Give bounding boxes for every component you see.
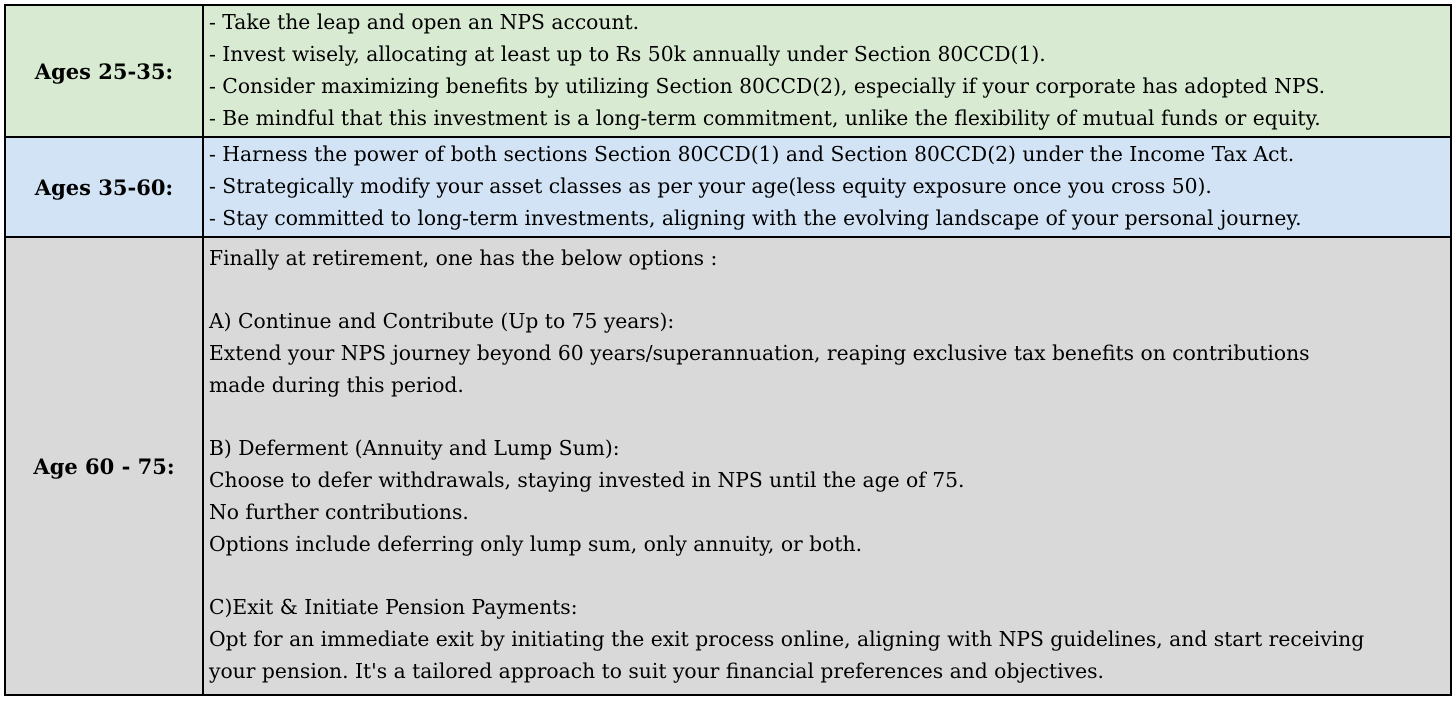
- bullet-line: - Consider maximizing benefits by utilizing Section 80CCD(2), especially if your corporate has adopted NPS.: [209, 74, 1326, 98]
- spacer: [209, 401, 1450, 432]
- option-c-line: Opt for an immediate exit by initiating the exit process online, aligning with NPS guidelines, and start receiving: [209, 627, 1365, 651]
- bullet-line: - Take the leap and open an NPS account.: [209, 10, 640, 34]
- option-b-line: Options include deferring only lump sum, only annuity, or both.: [209, 532, 863, 556]
- spacer: [209, 274, 1450, 305]
- row-ages-35-60: [5, 137, 1451, 237]
- nps-age-guidance-table: [4, 4, 1452, 696]
- option-c-line: your pension. It's a tailored approach to suit your financial preferences and objectives.: [209, 659, 1104, 683]
- row-age-60-75: [5, 237, 1451, 695]
- option-b-line: No further contributions.: [209, 500, 469, 524]
- retirement-intro: Finally at retirement, one has the below options :: [209, 246, 718, 270]
- option-a-heading: A) Continue and Contribute (Up to 75 years):: [209, 309, 675, 333]
- option-b-line: Choose to defer withdrawals, staying invested in NPS until the age of 75.: [209, 468, 965, 492]
- bullet-line: - Harness the power of both sections Section 80CCD(1) and Section 80CCD(2) under the Income Tax Act.: [209, 142, 1295, 166]
- bullet-line: - Invest wisely, allocating at least up to Rs 50k annually under Section 80CCD(1).: [209, 42, 1046, 66]
- content-ages-35-60: [203, 137, 1451, 237]
- age-label-25-35: Ages 25-35:: [5, 5, 203, 137]
- content-age-60-75: [203, 237, 1451, 695]
- age-label-35-60: Ages 35-60:: [5, 137, 203, 237]
- option-c-heading: C)Exit & Initiate Pension Payments:: [209, 595, 578, 619]
- row-ages-25-35: [5, 5, 1451, 137]
- bullet-line: - Be mindful that this investment is a long-term commitment, unlike the flexibility of mutual funds or equity.: [209, 106, 1321, 130]
- spacer: [209, 560, 1450, 591]
- age-label-60-75: Age 60 - 75:: [5, 237, 203, 695]
- option-a-line: made during this period.: [209, 373, 464, 397]
- content-ages-25-35: [203, 5, 1451, 137]
- bullet-line: - Stay committed to long-term investments, aligning with the evolving landscape of your personal journey.: [209, 206, 1302, 230]
- option-b-heading: B) Deferment (Annuity and Lump Sum):: [209, 436, 620, 460]
- option-a-line: Extend your NPS journey beyond 60 years/superannuation, reaping exclusive tax benefits on contributions: [209, 341, 1310, 365]
- bullet-line: - Strategically modify your asset classes as per your age(less equity exposure once you cross 50).: [209, 174, 1212, 198]
